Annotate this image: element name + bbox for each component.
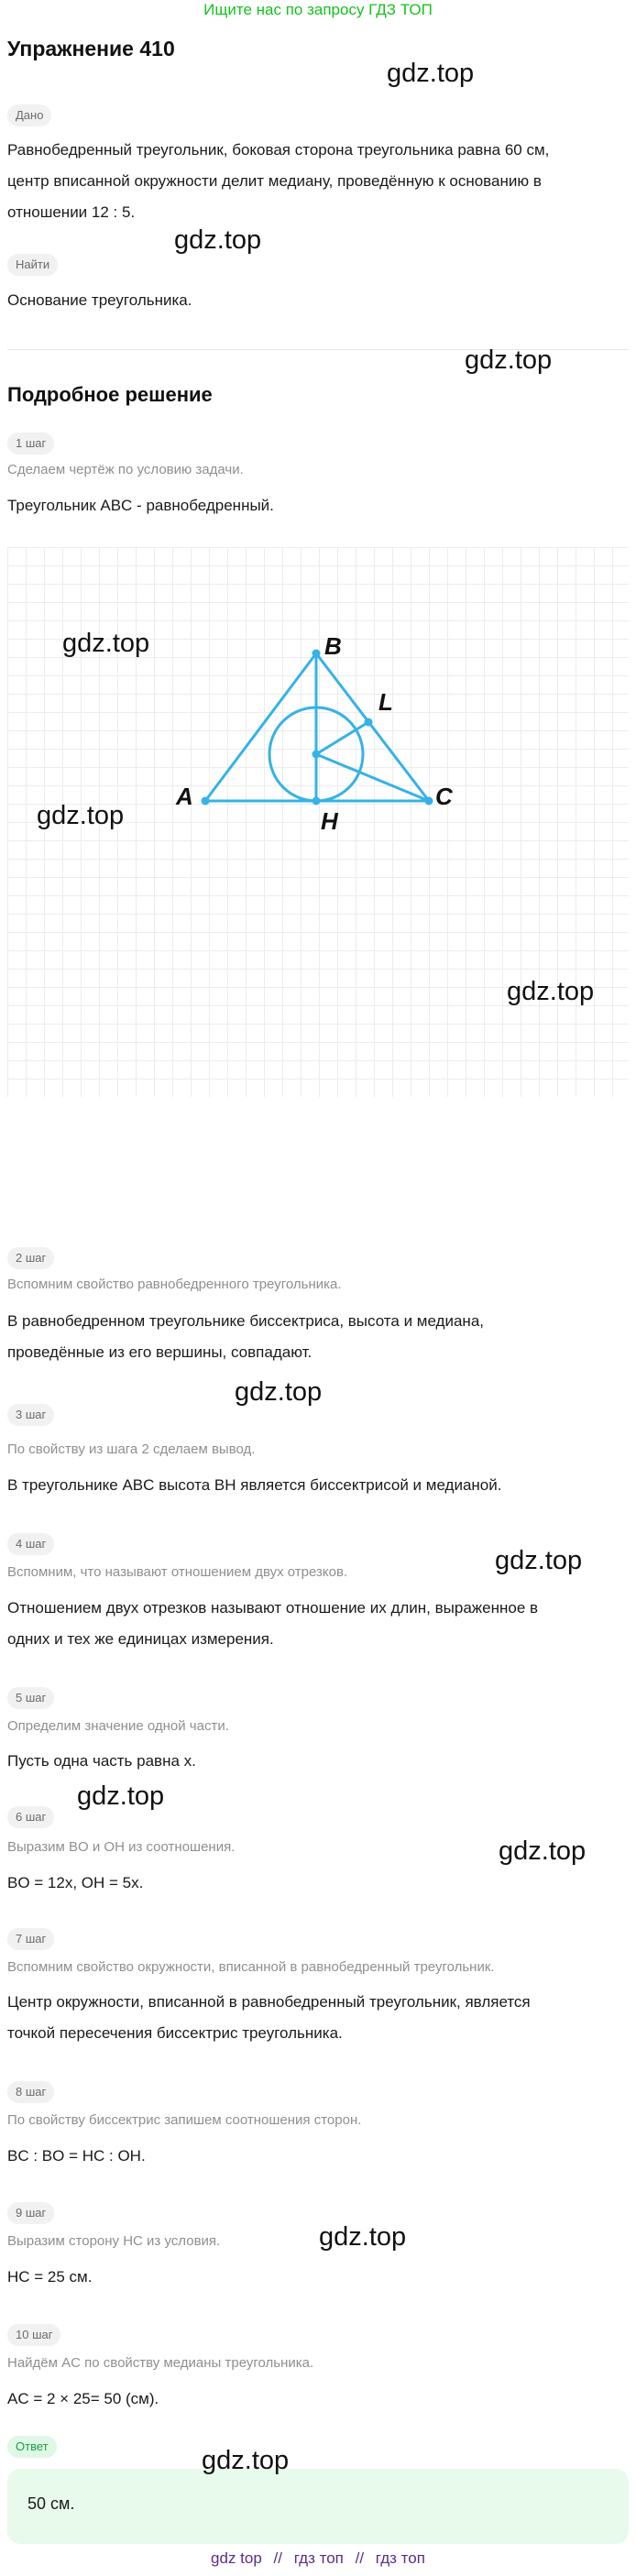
- step-5-badge: 5 шаг: [7, 1687, 54, 1709]
- given-line-1: Равнобедренный треугольник, боковая сторона треугольника равна 60 см,: [7, 141, 550, 159]
- watermark: gdz.top: [387, 59, 475, 88]
- step-9-note: Выразим сторону HC из условия.: [7, 2233, 221, 2249]
- step-8-badge: 8 шаг: [7, 2081, 54, 2103]
- step-2-line-2: проведённые из его вершины, совпадают.: [7, 1343, 313, 1361]
- point-l: [365, 718, 373, 727]
- center-o: [313, 751, 321, 759]
- watermark: gdz.top: [62, 629, 150, 658]
- step-8-line-1: BC : BO = HC : OH.: [7, 2147, 146, 2165]
- watermark: gdz.top: [235, 1377, 323, 1407]
- step-3-line-1: В треугольнике ABC высота BH является биссектрисой и медианой.: [7, 1476, 502, 1494]
- watermark: gdz.top: [174, 225, 262, 255]
- foot-label-h: H: [321, 807, 338, 835]
- vertex-label-c: C: [435, 783, 453, 810]
- point-label-l: L: [378, 688, 393, 716]
- step-9-line-1: HC = 25 см.: [7, 2268, 93, 2286]
- step-1-line-1: Треугольник ABC - равнобедренный.: [7, 497, 274, 514]
- answer-box: [7, 2469, 629, 2544]
- watermark: gdz.top: [465, 345, 553, 375]
- watermark: gdz.top: [37, 801, 125, 830]
- page-title: Упражнение 410: [7, 37, 175, 60]
- step-5-line-1: Пусть одна часть равна x.: [7, 1752, 196, 1770]
- vertex-a: [202, 797, 210, 806]
- footer-link[interactable]: гдз топ: [293, 2549, 344, 2567]
- step-4-badge: 4 шаг: [7, 1533, 54, 1555]
- step-10-badge: 10 шаг: [7, 2324, 60, 2346]
- step-7-line-1: Центр окружности, вписанной в равнобедренный треугольник, является: [7, 1993, 531, 2011]
- step-4-note: Вспомним, что называют отношением двух отрезков.: [7, 1564, 348, 1580]
- footer-separator: //: [355, 2549, 365, 2567]
- vertex-label-b: B: [324, 632, 342, 660]
- side-ab: [205, 653, 316, 801]
- footer-separator: //: [273, 2549, 282, 2567]
- given-badge: Дано: [7, 104, 51, 126]
- promo-banner[interactable]: Ищите нас по запросу ГДЗ ТОП: [203, 1, 433, 18]
- step-9-badge: 9 шаг: [7, 2202, 54, 2224]
- vertex-b: [313, 650, 321, 658]
- footer-link[interactable]: gdz top: [211, 2549, 262, 2567]
- footer-links: [0, 2549, 636, 2568]
- vertex-c: [425, 797, 433, 806]
- watermark: gdz.top: [499, 1836, 587, 1866]
- step-3-badge: 3 шаг: [7, 1404, 54, 1426]
- watermark: gdz.top: [77, 1781, 165, 1811]
- step-8-note: По свойству биссектрис запишем соотношения сторон.: [7, 2112, 362, 2128]
- given-line-3: отношении 12 : 5.: [7, 203, 136, 221]
- find-badge: Найти: [7, 254, 58, 276]
- step-6-line-1: BO = 12x, OH = 5x.: [7, 1874, 144, 1891]
- step-3-note: По свойству из шага 2 сделаем вывод.: [7, 1441, 256, 1457]
- step-6-badge: 6 шаг: [7, 1806, 54, 1828]
- step-1-badge: 1 шаг: [7, 433, 54, 455]
- find-text: Основание треугольника.: [7, 291, 192, 309]
- watermark: gdz.top: [495, 1546, 583, 1575]
- step-4-line-2: одних и тех же единицах измерения.: [7, 1630, 274, 1648]
- footer-link[interactable]: гдз топ: [375, 2549, 425, 2567]
- step-1-note: Сделаем чертёж по условию задачи.: [7, 462, 244, 477]
- step-10-note: Найдём AC по свойству медианы треугольника.: [7, 2355, 314, 2371]
- watermark: gdz.top: [319, 2222, 407, 2252]
- step-7-line-2: точкой пересечения биссектрис треугольника.: [7, 2024, 343, 2042]
- watermark: gdz.top: [202, 2446, 290, 2475]
- step-2-badge: 2 шаг: [7, 1247, 54, 1269]
- watermark: gdz.top: [507, 977, 595, 1006]
- step-5-note: Определим значение одной части.: [7, 1718, 229, 1734]
- step-7-badge: 7 шаг: [7, 1928, 54, 1950]
- step-2-note: Вспомним свойство равнобедренного треугольника.: [7, 1277, 342, 1292]
- point-h: [313, 797, 321, 806]
- answer-text: 50 см.: [27, 2494, 75, 2513]
- step-7-note: Вспомним свойство окружности, вписанной в равнобедренный треугольник.: [7, 1959, 495, 1975]
- given-line-2: центр вписанной окружности делит медиану, проведённую к основанию в: [7, 172, 542, 190]
- answer-badge: Ответ: [7, 2436, 57, 2458]
- step-10-line-1: AC = 2 × 25= 50 (см).: [7, 2390, 159, 2407]
- solution-title: Подробное решение: [7, 383, 213, 406]
- step-2-line-1: В равнобедренном треугольнике биссектриса, высота и медиана,: [7, 1312, 484, 1330]
- step-4-line-1: Отношением двух отрезков называют отношение их длин, выраженное в: [7, 1599, 539, 1617]
- triangle-geometry: [202, 650, 433, 806]
- step-6-note: Выразим BO и OH из соотношения.: [7, 1839, 236, 1855]
- vertex-label-a: A: [176, 783, 193, 810]
